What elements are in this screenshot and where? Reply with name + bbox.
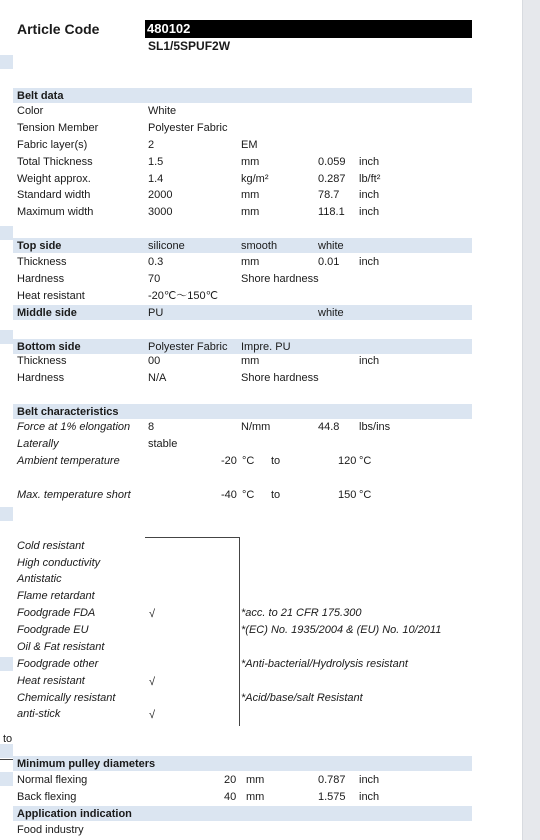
- row-value: 00: [148, 355, 161, 367]
- row-marker: [0, 657, 13, 671]
- row-unit: mm: [246, 791, 265, 803]
- property-checkmark: √: [149, 709, 156, 721]
- force-label: Force at 1% elongation: [17, 421, 131, 433]
- property-label: Antistatic: [17, 573, 62, 585]
- max-temp-unit: °C: [359, 489, 372, 501]
- row-value: 0.3: [148, 256, 164, 268]
- row-unit: EM: [241, 139, 258, 151]
- row-label: Tension Member: [17, 122, 99, 134]
- property-checkmark: √: [149, 608, 156, 620]
- bottom-side-material: Polyester Fabric: [148, 341, 228, 353]
- row-unit-imperial: inch: [359, 156, 380, 168]
- row-unit-imperial: inch: [359, 256, 380, 268]
- max-temp-max: 150: [338, 489, 357, 501]
- article-name: SL1/5SPUF2W: [148, 39, 231, 53]
- property-label: anti-stick: [17, 708, 61, 720]
- row-unit-imperial: lb/ft²: [359, 173, 381, 185]
- row-unit-imperial: inch: [359, 791, 380, 803]
- row-label: Color: [17, 105, 44, 117]
- properties-bracket: [145, 537, 240, 726]
- section-title-characteristics: Belt characteristics: [17, 406, 119, 418]
- property-note: *Anti-bacterial/Hydrolysis resistant: [241, 658, 408, 670]
- side-to-label: to: [3, 733, 13, 745]
- ambient-temp-to: to: [271, 455, 281, 467]
- row-unit-imperial: inch: [359, 774, 380, 786]
- ambient-temp-unit: °C: [359, 455, 372, 467]
- row-unit: mm: [241, 355, 260, 367]
- force-value: 8: [148, 421, 155, 433]
- top-side-color: white: [318, 240, 344, 252]
- force-value-imperial: 44.8: [318, 421, 340, 433]
- row-value-imperial: 0.287: [318, 173, 346, 185]
- row-unit-imperial: inch: [359, 206, 380, 218]
- row-label: Hardness: [17, 273, 65, 285]
- row-marker: [0, 744, 13, 758]
- row-marker: [0, 772, 13, 786]
- property-label: Chemically resistant: [17, 692, 116, 704]
- row-value: 1.4: [148, 173, 164, 185]
- row-unit: mm: [241, 156, 260, 168]
- row-label: Maximum width: [17, 206, 94, 218]
- bottom-side-impregnation: Impre. PU: [241, 341, 291, 353]
- row-unit: kg/m²: [241, 173, 269, 185]
- property-label: Cold resistant: [17, 540, 85, 552]
- row-marker: [0, 507, 13, 521]
- row-value: Polyester Fabric: [148, 122, 228, 134]
- row-value-imperial: 118.1: [318, 206, 345, 218]
- row-value: 70: [148, 273, 161, 285]
- row-value: 2000: [148, 189, 173, 201]
- max-temp-to: to: [271, 489, 281, 501]
- force-unit-imperial: lbs/ins: [359, 421, 391, 433]
- right-scroll-gutter: [522, 0, 540, 840]
- section-title-pulley: Minimum pulley diameters: [17, 758, 156, 770]
- property-label: Flame retardant: [17, 590, 95, 602]
- section-header-band: [13, 88, 472, 103]
- row-unit-imperial: inch: [359, 355, 380, 367]
- row-label: Normal flexing: [17, 774, 88, 786]
- property-note: *Acid/base/salt Resistant: [241, 692, 363, 704]
- row-value: 40: [224, 791, 237, 803]
- row-marker: [0, 226, 13, 240]
- row-unit: Shore hardness: [241, 372, 319, 384]
- row-value: 1.5: [148, 156, 164, 168]
- row-value-imperial: 78.7: [318, 189, 340, 201]
- row-value: 2: [148, 139, 155, 151]
- section-title-belt-data: Belt data: [17, 90, 64, 102]
- row-label: Fabric layer(s): [17, 139, 88, 151]
- row-value: 3000: [148, 206, 173, 218]
- section-title-application: Application indication: [17, 808, 132, 820]
- row-unit-imperial: inch: [359, 189, 380, 201]
- middle-side-material: PU: [148, 307, 164, 319]
- row-marker: [0, 55, 13, 69]
- row-value: White: [148, 105, 177, 117]
- row-value-imperial: 0.059: [318, 156, 346, 168]
- property-label: Oil & Fat resistant: [17, 641, 105, 653]
- section-title-top-side: Top side: [17, 240, 62, 252]
- property-label: Heat resistant: [17, 675, 85, 687]
- row-label: Total Thickness: [17, 156, 93, 168]
- row-unit: mm: [246, 774, 265, 786]
- article-code-value: 480102: [145, 20, 472, 38]
- ambient-temp-unit: °C: [242, 455, 255, 467]
- row-marker: [0, 330, 13, 344]
- property-note: *(EC) No. 1935/2004 & (EU) No. 10/2011: [241, 624, 442, 636]
- laterally-label: Laterally: [17, 438, 59, 450]
- property-label: High conductivity: [17, 557, 101, 569]
- ambient-temp-label: Ambient temperature: [17, 455, 120, 467]
- row-label: Heat resistant: [17, 290, 85, 302]
- row-label: Back flexing: [17, 791, 77, 803]
- max-temp-unit: °C: [242, 489, 255, 501]
- row-label: Thickness: [17, 355, 67, 367]
- section-header-band: [13, 305, 472, 320]
- application-item: Food industry: [17, 824, 84, 836]
- row-value-imperial: 1.575: [318, 791, 346, 803]
- section-title-middle-side: Middle side: [17, 307, 77, 319]
- row-unit: mm: [241, 256, 260, 268]
- laterally-value: stable: [148, 438, 178, 450]
- row-label: Hardness: [17, 372, 65, 384]
- row-value: N/A: [148, 372, 167, 384]
- property-label: Foodgrade other: [17, 658, 99, 670]
- middle-side-color: white: [318, 307, 344, 319]
- row-value-imperial: 0.01: [318, 256, 340, 268]
- max-temp-label: Max. temperature short: [17, 489, 131, 501]
- section-title-bottom-side: Bottom side: [17, 341, 81, 353]
- row-unit: mm: [241, 206, 260, 218]
- property-checkmark: √: [149, 676, 156, 688]
- row-value: -20℃～150℃: [148, 290, 218, 302]
- article-code-label: Article Code: [17, 21, 100, 37]
- row-label: Standard width: [17, 189, 91, 201]
- force-unit: N/mm: [241, 421, 271, 433]
- row-label: Weight approx.: [17, 173, 91, 185]
- row-value: 20: [224, 774, 237, 786]
- property-note: *acc. to 21 CFR 175.300: [241, 607, 362, 619]
- property-label: Foodgrade EU: [17, 624, 89, 636]
- ambient-temp-min: -20: [221, 455, 237, 467]
- row-value-imperial: 0.787: [318, 774, 346, 786]
- row-divider: [0, 759, 13, 760]
- property-label: Foodgrade FDA: [17, 607, 96, 619]
- row-unit: mm: [241, 189, 260, 201]
- top-side-material: silicone: [148, 240, 185, 252]
- max-temp-min: -40: [221, 489, 237, 501]
- row-unit: Shore hardness: [241, 273, 319, 285]
- ambient-temp-max: 120: [338, 455, 357, 467]
- row-label: Thickness: [17, 256, 67, 268]
- top-side-surface: smooth: [241, 240, 278, 252]
